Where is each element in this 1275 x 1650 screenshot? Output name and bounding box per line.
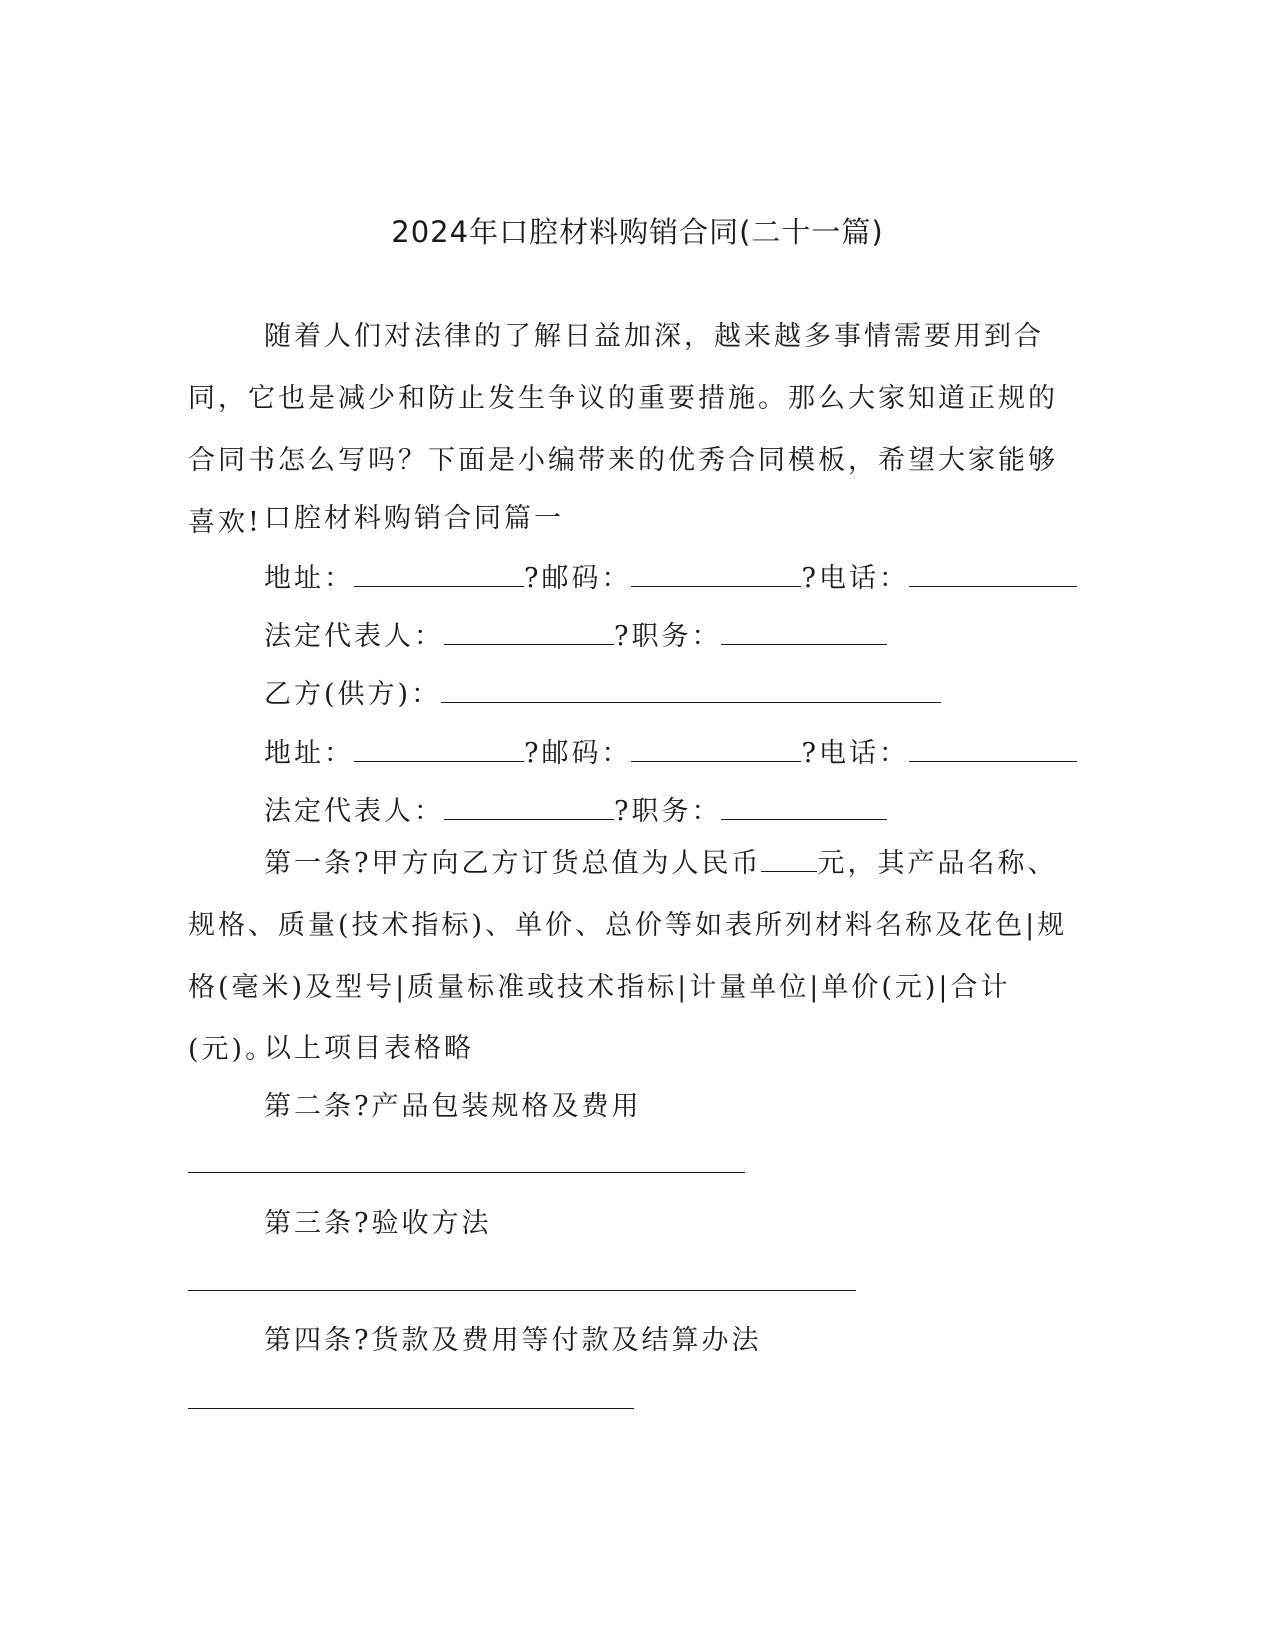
- party-b-label: 乙方(供方)：: [264, 679, 442, 710]
- party-b-address-blank[interactable]: [354, 735, 524, 762]
- article-4-answer-blank[interactable]: [188, 1408, 634, 1409]
- party-b-rep-label: 法定代表人：: [264, 796, 444, 827]
- article-3-heading: 第三条?验收方法: [264, 1208, 492, 1239]
- party-b-phone-label: ?电话：: [801, 738, 909, 769]
- article-4-heading: 第四条?货款及费用等付款及结算办法: [264, 1325, 762, 1356]
- party-a-title-label: ?职务：: [614, 621, 722, 652]
- party-b-phone-blank[interactable]: [909, 735, 1077, 762]
- article-1-amount-blank[interactable]: [761, 845, 817, 872]
- party-b-rep-blank[interactable]: [444, 793, 614, 820]
- party-b-title-label: ?职务：: [614, 796, 722, 827]
- article-3-answer-blank[interactable]: [188, 1290, 856, 1291]
- party-a-contact-line: [264, 556, 1077, 595]
- article-1-pre: 第一条?甲方向乙方订货总值为人民币: [264, 848, 762, 879]
- party-a-rep-label: 法定代表人：: [264, 621, 444, 652]
- party-b-contact-line: [264, 731, 1077, 770]
- party-b-line: [264, 672, 941, 711]
- party-a-address-label: 地址：: [264, 563, 354, 594]
- intro-paragraph: 随着人们对法律的了解日益加深，越来越多事情需要用到合同，它也是减少和防止发生争议的重要措施。那么大家知道正规的合同书怎么写吗？下面是小编带来的优秀合同模板，希望大家能够喜欢!: [188, 321, 1058, 538]
- party-b-address-label: 地址：: [264, 738, 354, 769]
- article-2-heading: 第二条?产品包装规格及费用: [264, 1091, 642, 1122]
- party-a-zip-label: ?邮码：: [524, 563, 632, 594]
- party-b-rep-line: [264, 789, 887, 828]
- party-a-rep-line: [264, 614, 887, 653]
- article-2-answer-blank[interactable]: [188, 1172, 745, 1173]
- party-a-rep-blank[interactable]: [444, 618, 614, 645]
- party-a-address-blank[interactable]: [354, 560, 524, 587]
- party-a-phone-blank[interactable]: [909, 560, 1077, 587]
- document-title: 2024年口腔材料购销合同(二十一篇): [391, 215, 884, 249]
- article-1-post: 元，其产品名称、规格、质量(技术指标)、单价、总价等如表所列材料名称及花色|规格(毫米)及型号|质量标准或技术指标|计量单位|单价(元)|合计(元)。: [188, 848, 1068, 1065]
- party-a-zip-blank[interactable]: [631, 560, 801, 587]
- table-omitted-note: 以上项目表格略: [264, 1033, 474, 1064]
- party-a-title-blank[interactable]: [721, 618, 887, 645]
- party-b-zip-blank[interactable]: [631, 735, 801, 762]
- party-a-phone-label: ?电话：: [801, 563, 909, 594]
- section1-heading: 口腔材料购销合同篇一: [264, 503, 564, 534]
- party-b-title-blank[interactable]: [721, 793, 887, 820]
- party-b-zip-label: ?邮码：: [524, 738, 632, 769]
- party-b-name-blank[interactable]: [441, 676, 941, 703]
